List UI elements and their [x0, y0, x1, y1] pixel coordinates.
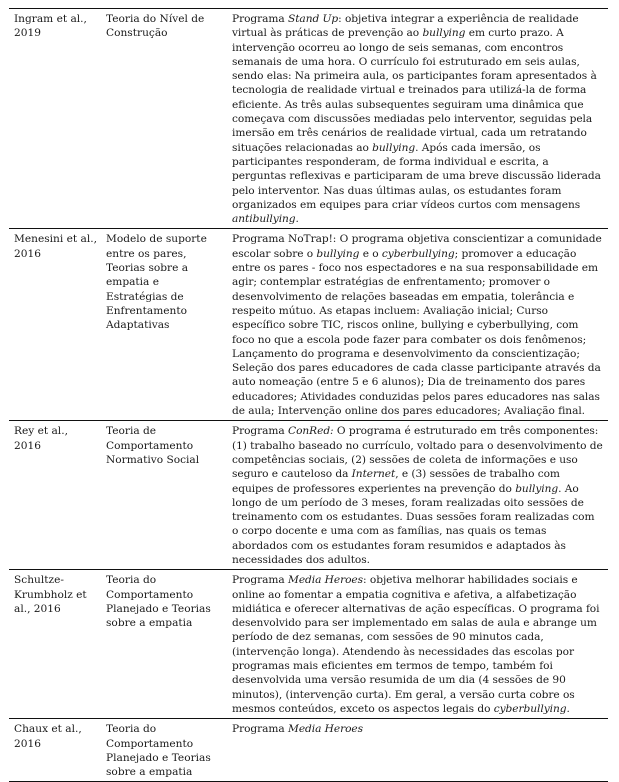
italic-term: Media Heroes — [288, 723, 364, 736]
text-run: . Após cada imersão, os participantes responderam, de forma individual e escrita, a perguntas reflexivas e participaram de uma breve discussão liderada pelo interventor. Nas duas últimas aulas, os estudantes foram organizados em equipes para criar vídeos curtos com mensagens — [232, 141, 601, 211]
text-run: Programa — [232, 13, 289, 25]
text-run: : objetiva integrar a experiência de realidade virtual às práticas de prevenção ao — [232, 13, 579, 40]
table-row — [9, 420, 608, 569]
program-cell — [227, 421, 608, 569]
text-run: em curto prazo. A intervenção ocorreu ao longo de seis semanas, com encontros semanais de uma hora. O currículo foi estruturado em seis aulas, sendo elas: Na primeira aula, os participantes foram apresentados à tecnologia de realidade virtual e treinados para utilizá-la de forma eficiente. As três aulas subsequentes seguiram uma dinâmica que começava com discussões mediadas pelo interventor, seguidas pela imersão em três cenários de realidade virtual, cada um retratando situações relacionadas ao — [232, 27, 597, 154]
study-cell: Chaux et al., 2016 — [14, 723, 82, 750]
table-row — [9, 718, 608, 782]
text-run: e o — [359, 247, 382, 260]
program-cell — [227, 9, 608, 228]
program-cell — [227, 229, 608, 420]
text-run: : objetiva melhorar habilidades sociais e online ao fomentar a empatia cognitiva e afetiva, a alfabetização midiática e oferecer alternativas de ação específicas. O programa foi desenvolvido para ser implementado em salas de aula e abrange um período de dez semanas, com sessões de 90 minutos cada, (intervenção longa). Atendendo às necessidades das escolas por programas mais eficientes em termos de tempo, também foi desenvolvida uma versão resumida de um dia (4 sessões de 90 minutos), (intervenção curta). Em geral, a versão curta cobre os mesmos conteúdos, exceto os aspectos legais do — [232, 574, 600, 715]
table-row — [9, 569, 608, 718]
table-row — [9, 228, 608, 420]
italic-term: bullying — [515, 482, 559, 495]
text-run: , e (3) sessões de trabalho com equipes de professores experientes na prevenção do — [232, 468, 560, 495]
theory-cell: Teoria do Comportamento Planejado e Teorias sobre a empatia — [106, 574, 211, 630]
program-cell — [227, 719, 608, 781]
text-run: . — [566, 702, 570, 715]
text-run: Programa — [232, 574, 289, 587]
italic-term: bullying — [316, 247, 360, 260]
theory-cell: Teoria de Comportamento Normativo Social — [106, 425, 200, 466]
italic-term: Media Heroes — [288, 574, 364, 587]
text-run: ; promover a educação entre os pares - foco nos espectadores e na sua responsabilidade em agir; contemplar estratégias de enfrentamento; promover o desenvolvimento de relações baseadas em empatia, tolerância e respeito mútuo. As etapas incluem: Avaliação inicial; Curso específico sobre TIC, riscos online, bullying e cyberbullying, com foco no que a escola pode fazer para combater os dois fenômenos; Lançamento do programa e desenvolvimento da conscientização; Seleção dos pares educadores de cada classe participante através da auto nomeação (entre 5 e 6 alunos); Dia de treinamento dos pares educadores; Atividades conduzidas pelos pares educadores nas salas de aula; Intervenção online dos pares educadores; Avaliação final. — [232, 247, 601, 418]
italic-term: cyberbullying — [493, 702, 567, 715]
italic-term: bullying — [372, 141, 416, 154]
text-run: Programa — [232, 425, 289, 438]
italic-term: Internet — [351, 468, 396, 481]
text-run: O programa é estruturado em três componentes: (1) trabalho baseado no currículo, voltado para o desenvolvimento de competências sociais, (2) sessões de coleta de informações e uso seguro e cauteloso da — [232, 425, 603, 481]
italic-term: ConRed: — [288, 425, 334, 438]
theory-cell: Teoria do Comportamento Planejado e Teorias sobre a empatia — [106, 723, 211, 779]
study-cell: Menesini et al., 2016 — [14, 233, 97, 260]
text-run: Programa NoTrap!: O programa objetiva conscientizar a comunidade escolar sobre o — [232, 233, 602, 260]
program-cell — [227, 570, 608, 718]
italic-term: cyberbullying — [381, 247, 455, 260]
study-cell: Rey et al., 2016 — [14, 425, 68, 452]
text-run: . — [295, 213, 299, 226]
italic-term: Stand Up — [288, 13, 339, 25]
italic-term: antibullying — [232, 213, 296, 226]
text-run: . Ao longo de um período de 3 meses, foram realizadas oito sessões de treinamento com os estudantes. Duas sessões foram realizadas com o corpo docente e uma com as famílias, nas quais os temas abordados com os estudantes foram resumidos e adaptados às necessidades dos adultos. — [232, 482, 595, 566]
theory-cell: Teoria do Nível de Construção — [106, 13, 205, 40]
study-cell: Schultze-Krumbholz et al., 2016 — [14, 574, 87, 615]
text-run: Programa — [232, 723, 289, 736]
table-row — [9, 8, 608, 228]
italic-term: bullying — [422, 27, 466, 40]
theory-cell: Modelo de suporte entre os pares, Teorias sobre a empatia e Estratégias de Enfrentamento Adaptativas — [106, 233, 207, 332]
studies-table — [9, 8, 608, 782]
study-cell: Ingram et al., 2019 — [14, 13, 87, 40]
